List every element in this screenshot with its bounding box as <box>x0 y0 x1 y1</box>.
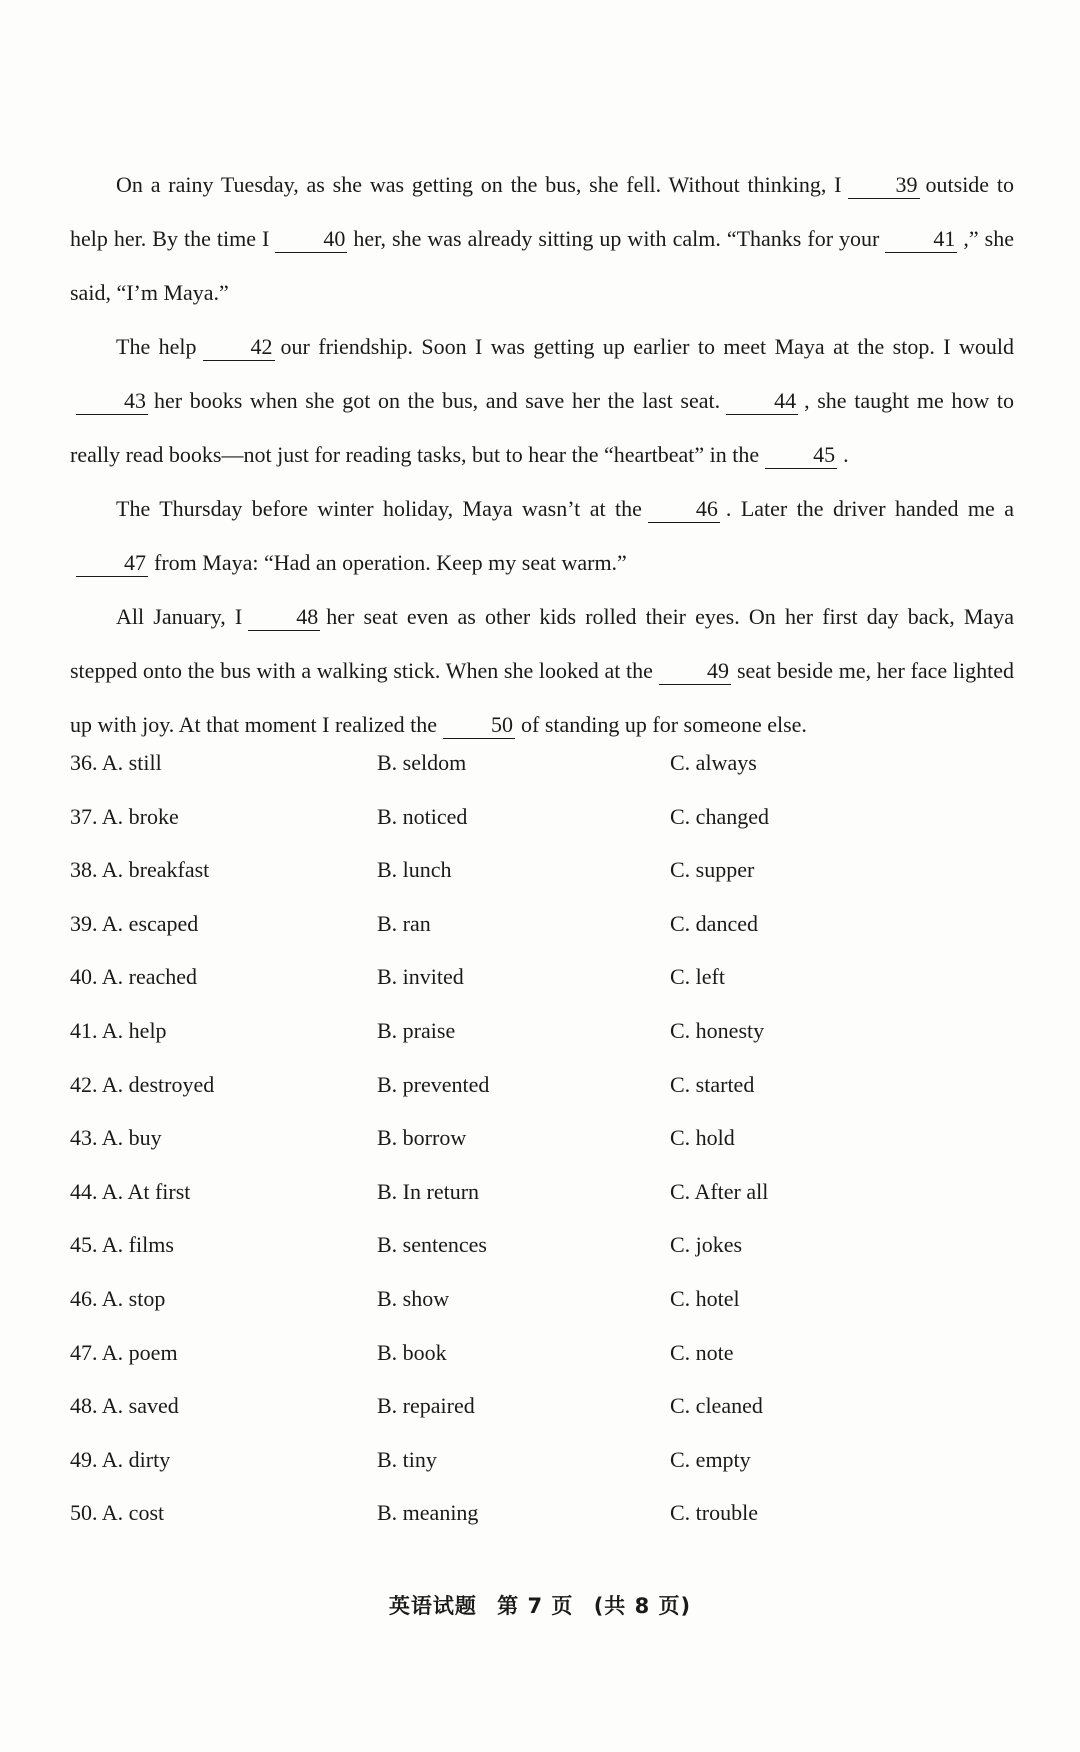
option-c: C. note <box>670 1339 734 1365</box>
option-row <box>70 1177 970 1231</box>
option-c: C. honesty <box>670 1017 765 1043</box>
option-row <box>70 1016 970 1070</box>
paragraph-1 <box>70 158 1014 320</box>
option-b: B. book <box>377 1339 447 1365</box>
option-b: B. In return <box>377 1178 480 1204</box>
passage-text: seat beside me, her face lighted up with joy. At that moment I realized the <box>70 658 1014 737</box>
blank-50: 50 <box>443 712 515 739</box>
option-b: B. noticed <box>377 803 468 829</box>
option-b: B. lunch <box>377 857 452 883</box>
option-c: C. trouble <box>670 1500 758 1526</box>
option-row <box>70 1284 970 1338</box>
option-c: C. hotel <box>670 1285 740 1311</box>
option-c: C. cleaned <box>670 1393 763 1419</box>
option-a: 41. A. help <box>70 1017 167 1043</box>
option-c: C. left <box>670 964 725 990</box>
option-a: 45. A. films <box>70 1232 174 1258</box>
option-b: B. ran <box>377 910 431 936</box>
passage-text: On a rainy Tuesday, as she was getting on the bus, she fell. Without thinking, I <box>116 172 842 197</box>
option-a: 42. A. destroyed <box>70 1071 215 1097</box>
option-row <box>70 1123 970 1177</box>
footer-subject: 英语试题 <box>388 1594 477 1618</box>
option-a: 50. A. cost <box>70 1500 165 1526</box>
blank-44: 44 <box>726 388 798 415</box>
option-a: 43. A. buy <box>70 1125 162 1151</box>
option-c: C. After all <box>670 1178 769 1204</box>
option-a: 49. A. dirty <box>70 1446 171 1472</box>
blank-47: 47 <box>76 550 148 577</box>
blank-41: 41 <box>885 226 957 253</box>
option-a: 44. A. At first <box>70 1178 191 1204</box>
option-a: 47. A. poem <box>70 1339 178 1365</box>
footer-page-total: (共 8 页) <box>593 1594 692 1618</box>
blank-39: 39 <box>848 172 920 199</box>
option-b: B. repaired <box>377 1393 475 1419</box>
option-b: B. show <box>377 1285 450 1311</box>
option-row <box>70 1445 970 1499</box>
option-b: B. meaning <box>377 1500 479 1526</box>
option-row <box>70 855 970 909</box>
passage-text: . Later the driver handed me a <box>725 496 1014 521</box>
option-row <box>70 1230 970 1284</box>
page-footer <box>0 1590 1080 1620</box>
option-c: C. danced <box>670 910 758 936</box>
passage-text: The help <box>116 334 197 359</box>
passage-text: . <box>843 442 849 467</box>
option-row <box>70 802 970 856</box>
passage-text: her, she was already sitting up with calm. “Thanks for your <box>353 226 880 251</box>
option-c: C. hold <box>670 1125 735 1151</box>
option-c: C. started <box>670 1071 755 1097</box>
option-b: B. invited <box>377 964 464 990</box>
option-row <box>70 962 970 1016</box>
option-a: 38. A. breakfast <box>70 857 210 883</box>
passage-text: , she taught me how to really read books—not just for reading tasks, but to hear the “heartbeat” in the <box>70 388 1014 467</box>
footer-page-number: 第 7 页 <box>497 1594 574 1618</box>
option-c: C. empty <box>670 1446 751 1472</box>
option-a: 39. A. escaped <box>70 910 199 936</box>
option-c: C. supper <box>670 857 755 883</box>
blank-43: 43 <box>76 388 148 415</box>
option-c: C. always <box>670 750 757 775</box>
option-a: 48. A. saved <box>70 1393 179 1419</box>
option-a: 37. A. broke <box>70 803 179 829</box>
option-a: 40. A. reached <box>70 964 198 990</box>
blank-40: 40 <box>275 226 347 253</box>
paragraph-2 <box>70 320 1014 482</box>
blank-48: 48 <box>248 604 320 631</box>
passage-text: her books when she got on the bus, and save her the last seat. <box>154 388 721 413</box>
option-b: B. tiny <box>377 1446 437 1472</box>
passage-text: her seat even as other kids rolled their eyes. On her first day back, Maya stepped onto the bus with a walking stick. When she looked at the <box>70 604 1014 683</box>
option-c: C. changed <box>670 803 769 829</box>
blank-46: 46 <box>648 496 720 523</box>
option-c: C. jokes <box>670 1232 743 1258</box>
blank-42: 42 <box>203 334 275 361</box>
option-row <box>70 1391 970 1445</box>
option-a: 36. A. still <box>70 750 162 775</box>
option-b: B. borrow <box>377 1125 467 1151</box>
option-b: B. seldom <box>377 750 467 775</box>
paragraph-3 <box>70 482 1014 590</box>
passage-text: our friendship. Soon I was getting up earlier to meet Maya at the stop. I would <box>280 334 1014 359</box>
passage-text: outside to help her. By the time I <box>70 172 1014 251</box>
blank-45: 45 <box>765 442 837 469</box>
option-a: 46. A. stop <box>70 1285 166 1311</box>
option-b: B. sentences <box>377 1232 487 1258</box>
paragraph-4 <box>70 590 1014 752</box>
answer-options <box>70 748 970 1552</box>
option-row <box>70 1338 970 1392</box>
option-b: B. prevented <box>377 1071 490 1097</box>
option-row <box>70 1070 970 1124</box>
option-b: B. praise <box>377 1017 456 1043</box>
option-row <box>70 909 970 963</box>
option-row <box>70 1498 970 1552</box>
blank-49: 49 <box>659 658 731 685</box>
option-row <box>70 748 970 802</box>
passage-text: from Maya: “Had an operation. Keep my seat warm.” <box>154 550 627 575</box>
cloze-passage <box>70 158 1014 752</box>
passage-text: The Thursday before winter holiday, Maya wasn’t at the <box>116 496 642 521</box>
passage-text: ,” she said, “I’m Maya.” <box>70 226 1014 305</box>
passage-text: of standing up for someone else. <box>521 712 807 737</box>
passage-text: All January, I <box>116 604 243 629</box>
